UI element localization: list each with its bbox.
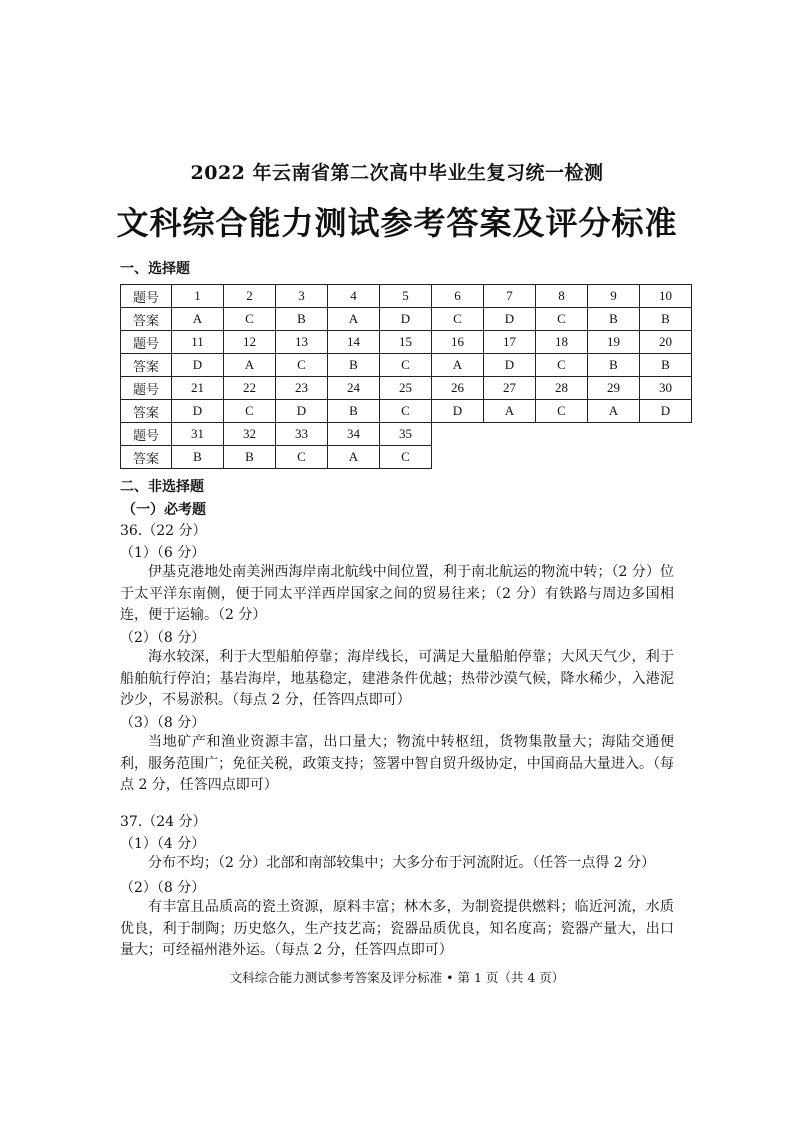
empty-cell bbox=[588, 423, 640, 446]
section-heading-nonchoice: 二、非选择题 bbox=[120, 479, 204, 495]
answer-cell: C bbox=[380, 400, 432, 423]
answer-cell: D bbox=[432, 400, 484, 423]
question-number-cell: 29 bbox=[588, 377, 640, 400]
answer-row-label: 答案 bbox=[121, 354, 172, 377]
question-number-cell: 35 bbox=[380, 423, 432, 446]
answer-table bbox=[120, 284, 692, 469]
answer-cell: B bbox=[328, 354, 380, 377]
question-number-cell: 19 bbox=[588, 331, 640, 354]
question-number-cell: 1 bbox=[172, 285, 224, 308]
empty-cell bbox=[484, 423, 536, 446]
answer-cell: B bbox=[224, 446, 276, 469]
answer-row bbox=[121, 308, 692, 331]
question-number-cell: 13 bbox=[276, 331, 328, 354]
q36-part2-label: （2）（8 分） bbox=[120, 630, 206, 646]
question-number-row-label: 题号 bbox=[121, 377, 172, 400]
answer-cell: D bbox=[484, 354, 536, 377]
answer-cell: A bbox=[328, 308, 380, 331]
answer-cell: D bbox=[640, 400, 692, 423]
answer-cell: B bbox=[588, 354, 640, 377]
answer-cell: D bbox=[484, 308, 536, 331]
question-37-label: 37.（24 分） bbox=[120, 814, 207, 830]
question-number-cell: 15 bbox=[380, 331, 432, 354]
question-number-row-label: 题号 bbox=[121, 331, 172, 354]
answer-row bbox=[121, 400, 692, 423]
document-title: 文科综合能力测试参考答案及评分标准 bbox=[116, 204, 678, 242]
answer-cell: A bbox=[588, 400, 640, 423]
answer-row-label: 答案 bbox=[121, 446, 172, 469]
answer-cell: B bbox=[172, 446, 224, 469]
question-number-cell: 25 bbox=[380, 377, 432, 400]
empty-cell bbox=[432, 446, 484, 469]
answer-row-label: 答案 bbox=[121, 400, 172, 423]
question-number-row bbox=[121, 423, 692, 446]
q37-part1-answer: 分布不均；（2 分）北部和南部较集中；大多分布于河流附近。（任答一点得 2 分） bbox=[148, 855, 656, 871]
empty-cell bbox=[432, 423, 484, 446]
question-number-cell: 2 bbox=[224, 285, 276, 308]
answer-row bbox=[121, 354, 692, 377]
question-number-row bbox=[121, 331, 692, 354]
question-number-cell: 4 bbox=[328, 285, 380, 308]
answer-row-label: 答案 bbox=[121, 308, 172, 331]
subsection-heading-required: （一）必考题 bbox=[122, 502, 206, 518]
answer-cell: D bbox=[172, 400, 224, 423]
answer-cell: B bbox=[588, 308, 640, 331]
question-number-cell: 16 bbox=[432, 331, 484, 354]
answer-cell: B bbox=[640, 354, 692, 377]
q37-part2-label: （2）（8 分） bbox=[120, 880, 206, 896]
q36-part3-label: （3）（8 分） bbox=[120, 715, 206, 731]
q36-part1-answer: 伊基克港地处南美洲西海岸南北航线中间位置，利于南北航运的物流中转；（2 分）位于太平洋东南侧，便于同太平洋西岸国家之间的贸易往来；（2 分）有铁路与周边多国相连，便于运输。（2 分） bbox=[120, 564, 674, 623]
question-number-cell: 24 bbox=[328, 377, 380, 400]
question-number-cell: 9 bbox=[588, 285, 640, 308]
question-36-label: 36.（22 分） bbox=[120, 523, 207, 539]
question-number-cell: 5 bbox=[380, 285, 432, 308]
empty-cell bbox=[640, 423, 692, 446]
question-number-cell: 14 bbox=[328, 331, 380, 354]
empty-cell bbox=[588, 446, 640, 469]
question-number-cell: 21 bbox=[172, 377, 224, 400]
question-number-cell: 23 bbox=[276, 377, 328, 400]
question-number-cell: 22 bbox=[224, 377, 276, 400]
question-number-cell: 11 bbox=[172, 331, 224, 354]
answer-cell: A bbox=[432, 354, 484, 377]
question-number-cell: 34 bbox=[328, 423, 380, 446]
answer-cell: B bbox=[640, 308, 692, 331]
answer-cell: C bbox=[380, 446, 432, 469]
answer-cell: C bbox=[276, 446, 328, 469]
question-number-cell: 17 bbox=[484, 331, 536, 354]
answer-cell: C bbox=[536, 354, 588, 377]
question-number-cell: 27 bbox=[484, 377, 536, 400]
question-number-cell: 28 bbox=[536, 377, 588, 400]
question-number-row bbox=[121, 285, 692, 308]
answer-cell: D bbox=[380, 308, 432, 331]
q37-part1-label: （1）（4 分） bbox=[120, 836, 206, 852]
section-heading-choice: 一、选择题 bbox=[120, 261, 190, 277]
question-number-cell: 32 bbox=[224, 423, 276, 446]
q36-part3-answer: 当地矿产和渔业资源丰富，出口量大；物流中转枢纽，货物集散量大；海陆交通便利，服务范围广；免征关税，政策支持；签署中智自贸升级协定，中国商品大量进入。（每点 2 分，任答四点即可） bbox=[120, 734, 674, 793]
answer-cell: C bbox=[380, 354, 432, 377]
answer-cell: C bbox=[276, 354, 328, 377]
q36-part2-answer: 海水较深，利于大型船舶停靠；海岸线长，可满足大量船舶停靠；大风天气少，利于船舶航行停泊；基岩海岸，地基稳定，建港条件优越；热带沙漠气候，降水稀少，入港泥沙少，不易淤积。（每点 2 分，任答四点即可） bbox=[120, 649, 674, 708]
q37-part2-answer: 有丰富且品质高的瓷土资源，原料丰富；林木多，为制瓷提供燃料；临近河流，水质优良，利于制陶；历史悠久，生产技艺高；瓷器品质优良，知名度高；瓷器产量大，出口量大；可经福州港外运。（每点 2 分，任答四点即可） bbox=[120, 899, 674, 958]
question-number-cell: 18 bbox=[536, 331, 588, 354]
question-number-cell: 31 bbox=[172, 423, 224, 446]
answer-cell: A bbox=[172, 308, 224, 331]
answer-cell: B bbox=[328, 400, 380, 423]
answer-cell: A bbox=[484, 400, 536, 423]
question-number-cell: 30 bbox=[640, 377, 692, 400]
question-number-row-label: 题号 bbox=[121, 285, 172, 308]
exam-title: 2022 年云南省第二次高中毕业生复习统一检测 bbox=[190, 162, 604, 184]
answer-cell: C bbox=[224, 400, 276, 423]
answer-cell: C bbox=[224, 308, 276, 331]
answer-cell: D bbox=[172, 354, 224, 377]
answer-cell: A bbox=[224, 354, 276, 377]
question-number-cell: 33 bbox=[276, 423, 328, 446]
question-number-cell: 26 bbox=[432, 377, 484, 400]
page-footer: 文科综合能力测试参考答案及评分标准 • 第 1 页（共 4 页） bbox=[229, 970, 565, 985]
question-number-cell: 7 bbox=[484, 285, 536, 308]
answer-cell: C bbox=[536, 400, 588, 423]
answer-cell: C bbox=[432, 308, 484, 331]
question-number-cell: 6 bbox=[432, 285, 484, 308]
answer-row bbox=[121, 446, 692, 469]
empty-cell bbox=[484, 446, 536, 469]
empty-cell bbox=[536, 423, 588, 446]
q36-part1-label: （1）（6 分） bbox=[120, 545, 206, 561]
question-number-row-label: 题号 bbox=[121, 423, 172, 446]
question-number-cell: 8 bbox=[536, 285, 588, 308]
question-number-cell: 12 bbox=[224, 331, 276, 354]
question-number-row bbox=[121, 377, 692, 400]
empty-cell bbox=[640, 446, 692, 469]
empty-cell bbox=[536, 446, 588, 469]
answer-cell: C bbox=[536, 308, 588, 331]
answer-cell: B bbox=[276, 308, 328, 331]
answer-cell: D bbox=[276, 400, 328, 423]
question-number-cell: 10 bbox=[640, 285, 692, 308]
answer-cell: A bbox=[328, 446, 380, 469]
question-number-cell: 20 bbox=[640, 331, 692, 354]
question-number-cell: 3 bbox=[276, 285, 328, 308]
